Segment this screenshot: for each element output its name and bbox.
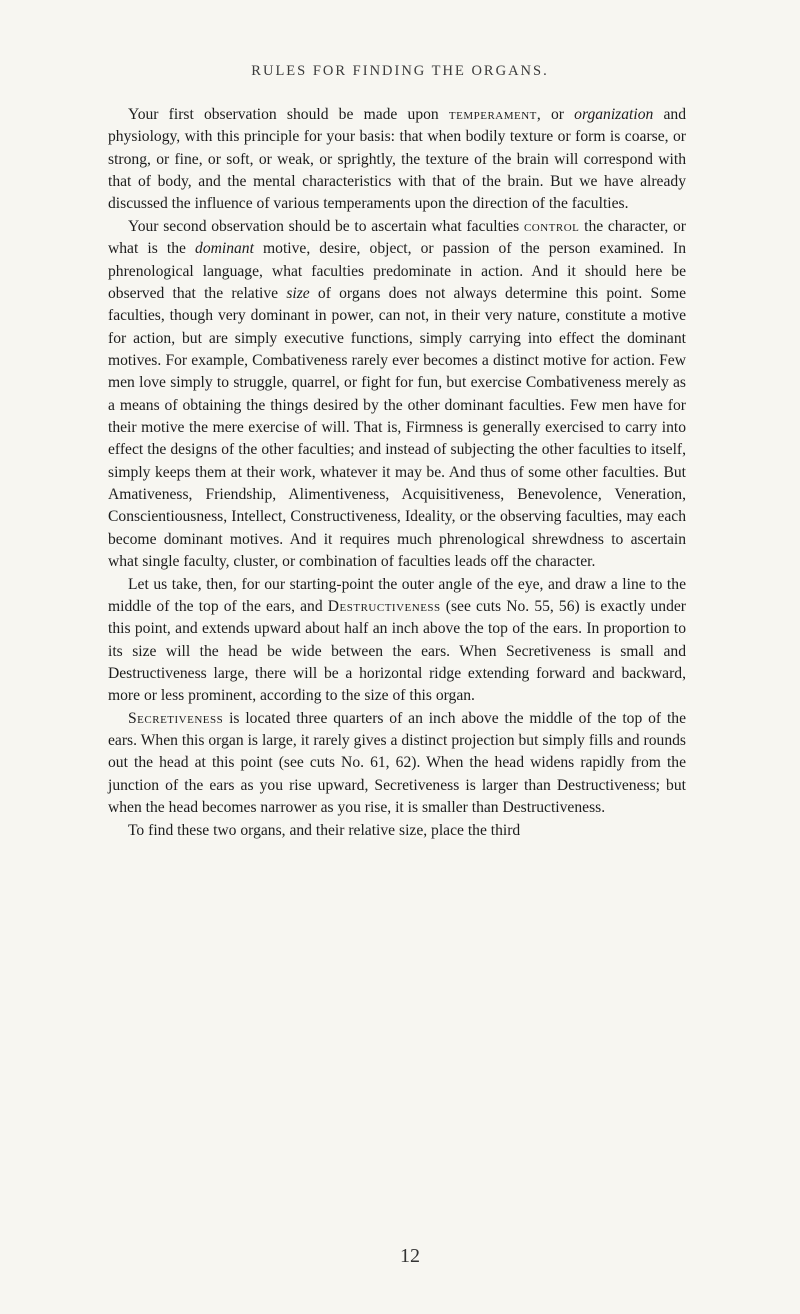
text-run: Secretiveness: [128, 709, 224, 727]
text-run: motive, desire, object, or passion of the person examined. In phrenological language, what faculties predominate in action. And it should here be observed that the relative: [108, 240, 686, 302]
paragraph: [108, 216, 686, 574]
text-run: control: [523, 217, 580, 235]
text-run: Destructiveness: [327, 597, 441, 615]
body-text: [108, 104, 686, 842]
text-run: is located three quarters of an inch above the middle of the top of the ears. When this organ is large, it rarely gives a distinct projection but simply fills and rounds out the head at this point (see cuts No. 61, 62). When the head widens rapidly from the junction of the ears as you rise upward, Secretiveness is larger than Destructiveness; but when the head becomes narrower as you rise, it is smaller than Destructiveness.: [108, 709, 686, 817]
text-run: and physiology, with this principle for your basis: that when bodily texture or form is coarse, or strong, or fine, or soft, or weak, or sprightly, the texture of the brain will correspond with that of body, and the mental characteristics with that of the brain. But we have already discussed the influence of various temperaments upon the direction of the faculties.: [108, 106, 686, 213]
text-run: the character, or what is the: [108, 217, 686, 258]
text-run: temperament: [448, 106, 537, 123]
paragraph: [108, 104, 686, 216]
paragraph: [108, 820, 686, 842]
text-run: of organs does not always determine this point. Some faculties, though very dominant in power, can not, in their very nature, constitute a motive for action, but are simply executive functions, simply carrying into effect the dominant motives. For example, Combativeness rarely ever becomes a distinct motive for action. Few men love simply to struggle, quarrel, or fight for fun, but exercise Combativeness merely as a means of obtaining the things desired by the other dominant faculties. Few men have for their motive the mere exercise of will. That is, Firmness is generally exercised to carry into effect the designs of the other faculties; and instead of subjecting the other faculties to itself, simply keeps them at their work, whatever it may be. And thus of some other faculties. But Amativeness, Friendship, Alimentiveness, Acquisitiveness, Benevolence, Veneration, Conscientiousness, Intellect, Constructiveness, Ideality, or the observing faculties, may each become dominant motives. And it requires much phrenological shrewdness to ascertain what single faculty, cluster, or combination of faculties leads off the character.: [108, 284, 686, 571]
text-run: size: [286, 284, 310, 302]
running-head: RULES FOR FINDING THE ORGANS.: [251, 63, 549, 79]
paragraph: [108, 708, 686, 820]
text-run: dominant: [195, 240, 254, 258]
page-number: 12: [400, 1245, 420, 1267]
text-run: To find these two organs, and their relative size, place the third: [128, 821, 521, 839]
text-run: organization: [574, 106, 654, 123]
text-run: (see cuts No. 55, 56) is exactly under this point, and extends upward about half an inch above the top of the ears. In proportion to its size will the head be wide between the ears. When Secretiveness is small and Destructiveness large, there will be a horizontal ridge extending forward and backward, more or less prominent, according to the size of this organ.: [108, 597, 686, 705]
text-run: Your second observation should be to ascertain what faculties: [128, 217, 524, 235]
paragraph: [108, 574, 686, 708]
text-run: , or: [536, 106, 575, 123]
text-run: Let us take, then, for our starting-point the outer angle of the eye, and draw a line to the middle of the top of the ears, and: [108, 575, 686, 615]
text-run: Your first observation should be made upon: [128, 106, 449, 123]
